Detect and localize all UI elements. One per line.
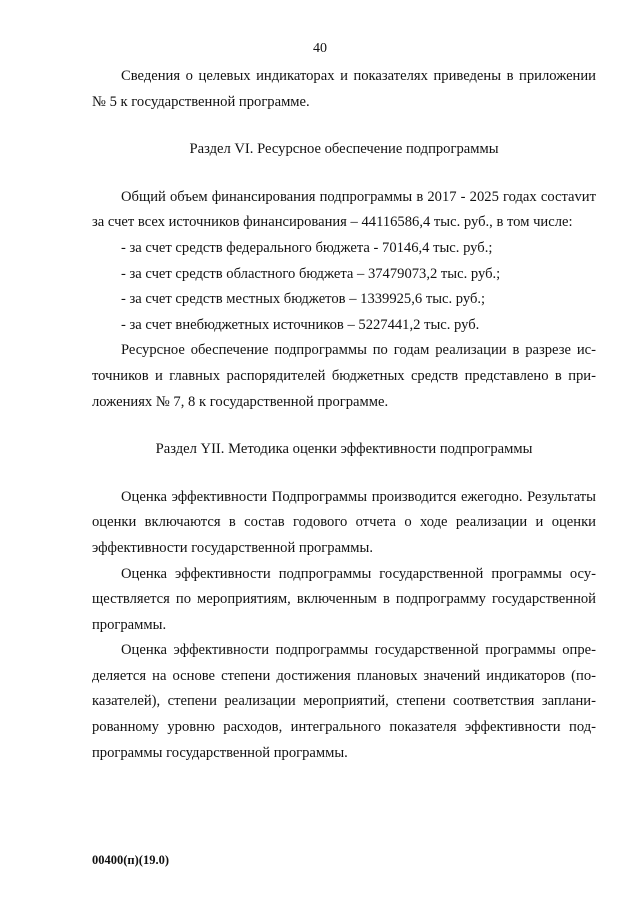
section-6-closing-paragraph: Ресурсное обеспечение подпрограммы по годам реализации в разрезе источников и главных распорядителей бюджетных средств представлено в приложениях № 7, 8 к государственной программе. xyxy=(92,342,596,410)
section-7-paragraph: Оценка эффективности подпрограммы государственной программы определяется на основе степени достижения плановых значений индикаторов (показателей), степени реализации мероприятий, степени соответствия запланированному уровню расходов, интегрального показателя эффективности подпрограммы государственной программы. xyxy=(92,642,596,761)
page-number: 40 xyxy=(313,41,327,56)
section-6-heading: Раздел VI. Ресурсное обеспечение подпрограммы xyxy=(189,141,499,158)
section-7-heading: Раздел YII. Методика оценки эффективности подпрограммы xyxy=(155,441,533,458)
section-7-paragraph: Оценка эффективности подпрограммы государственной программы осуществляется по мероприятиям, включенным в подпрограмму государственной программы. xyxy=(92,565,596,633)
document-body xyxy=(92,64,596,766)
funding-item-extrabudgetary: - за счет внебюджетных источников – 5227441,2 тыс. руб. xyxy=(121,316,480,333)
funding-item-regional: - за счет средств областного бюджета – 37479073,2 тыс. руб.; xyxy=(121,265,501,282)
intro-paragraph: Сведения о целевых индикаторах и показателях приведены в приложении № 5 к государственной программе. xyxy=(92,68,596,110)
funding-item-federal: - за счет средств федерального бюджета - 70146,4 тыс. руб.; xyxy=(121,239,493,256)
funding-item-local: - за счет средств местных бюджетов – 1339925,6 тыс. руб.; xyxy=(121,291,486,308)
section-7-paragraph: Оценка эффективности Подпрограммы производится ежегодно. Результаты оценки включаются в состав годового отчета о ходе реализации и оценки эффективности государственной программы. xyxy=(92,488,596,556)
section-6-intro-paragraph: Общий объем финансирования подпрограммы в 2017 - 2025 годах состаvит за счет всех источников финансирования – 44116586,4 тыс. руб., в том числе: xyxy=(92,188,596,231)
document-code: 00400(п)(19.0) xyxy=(92,853,169,867)
